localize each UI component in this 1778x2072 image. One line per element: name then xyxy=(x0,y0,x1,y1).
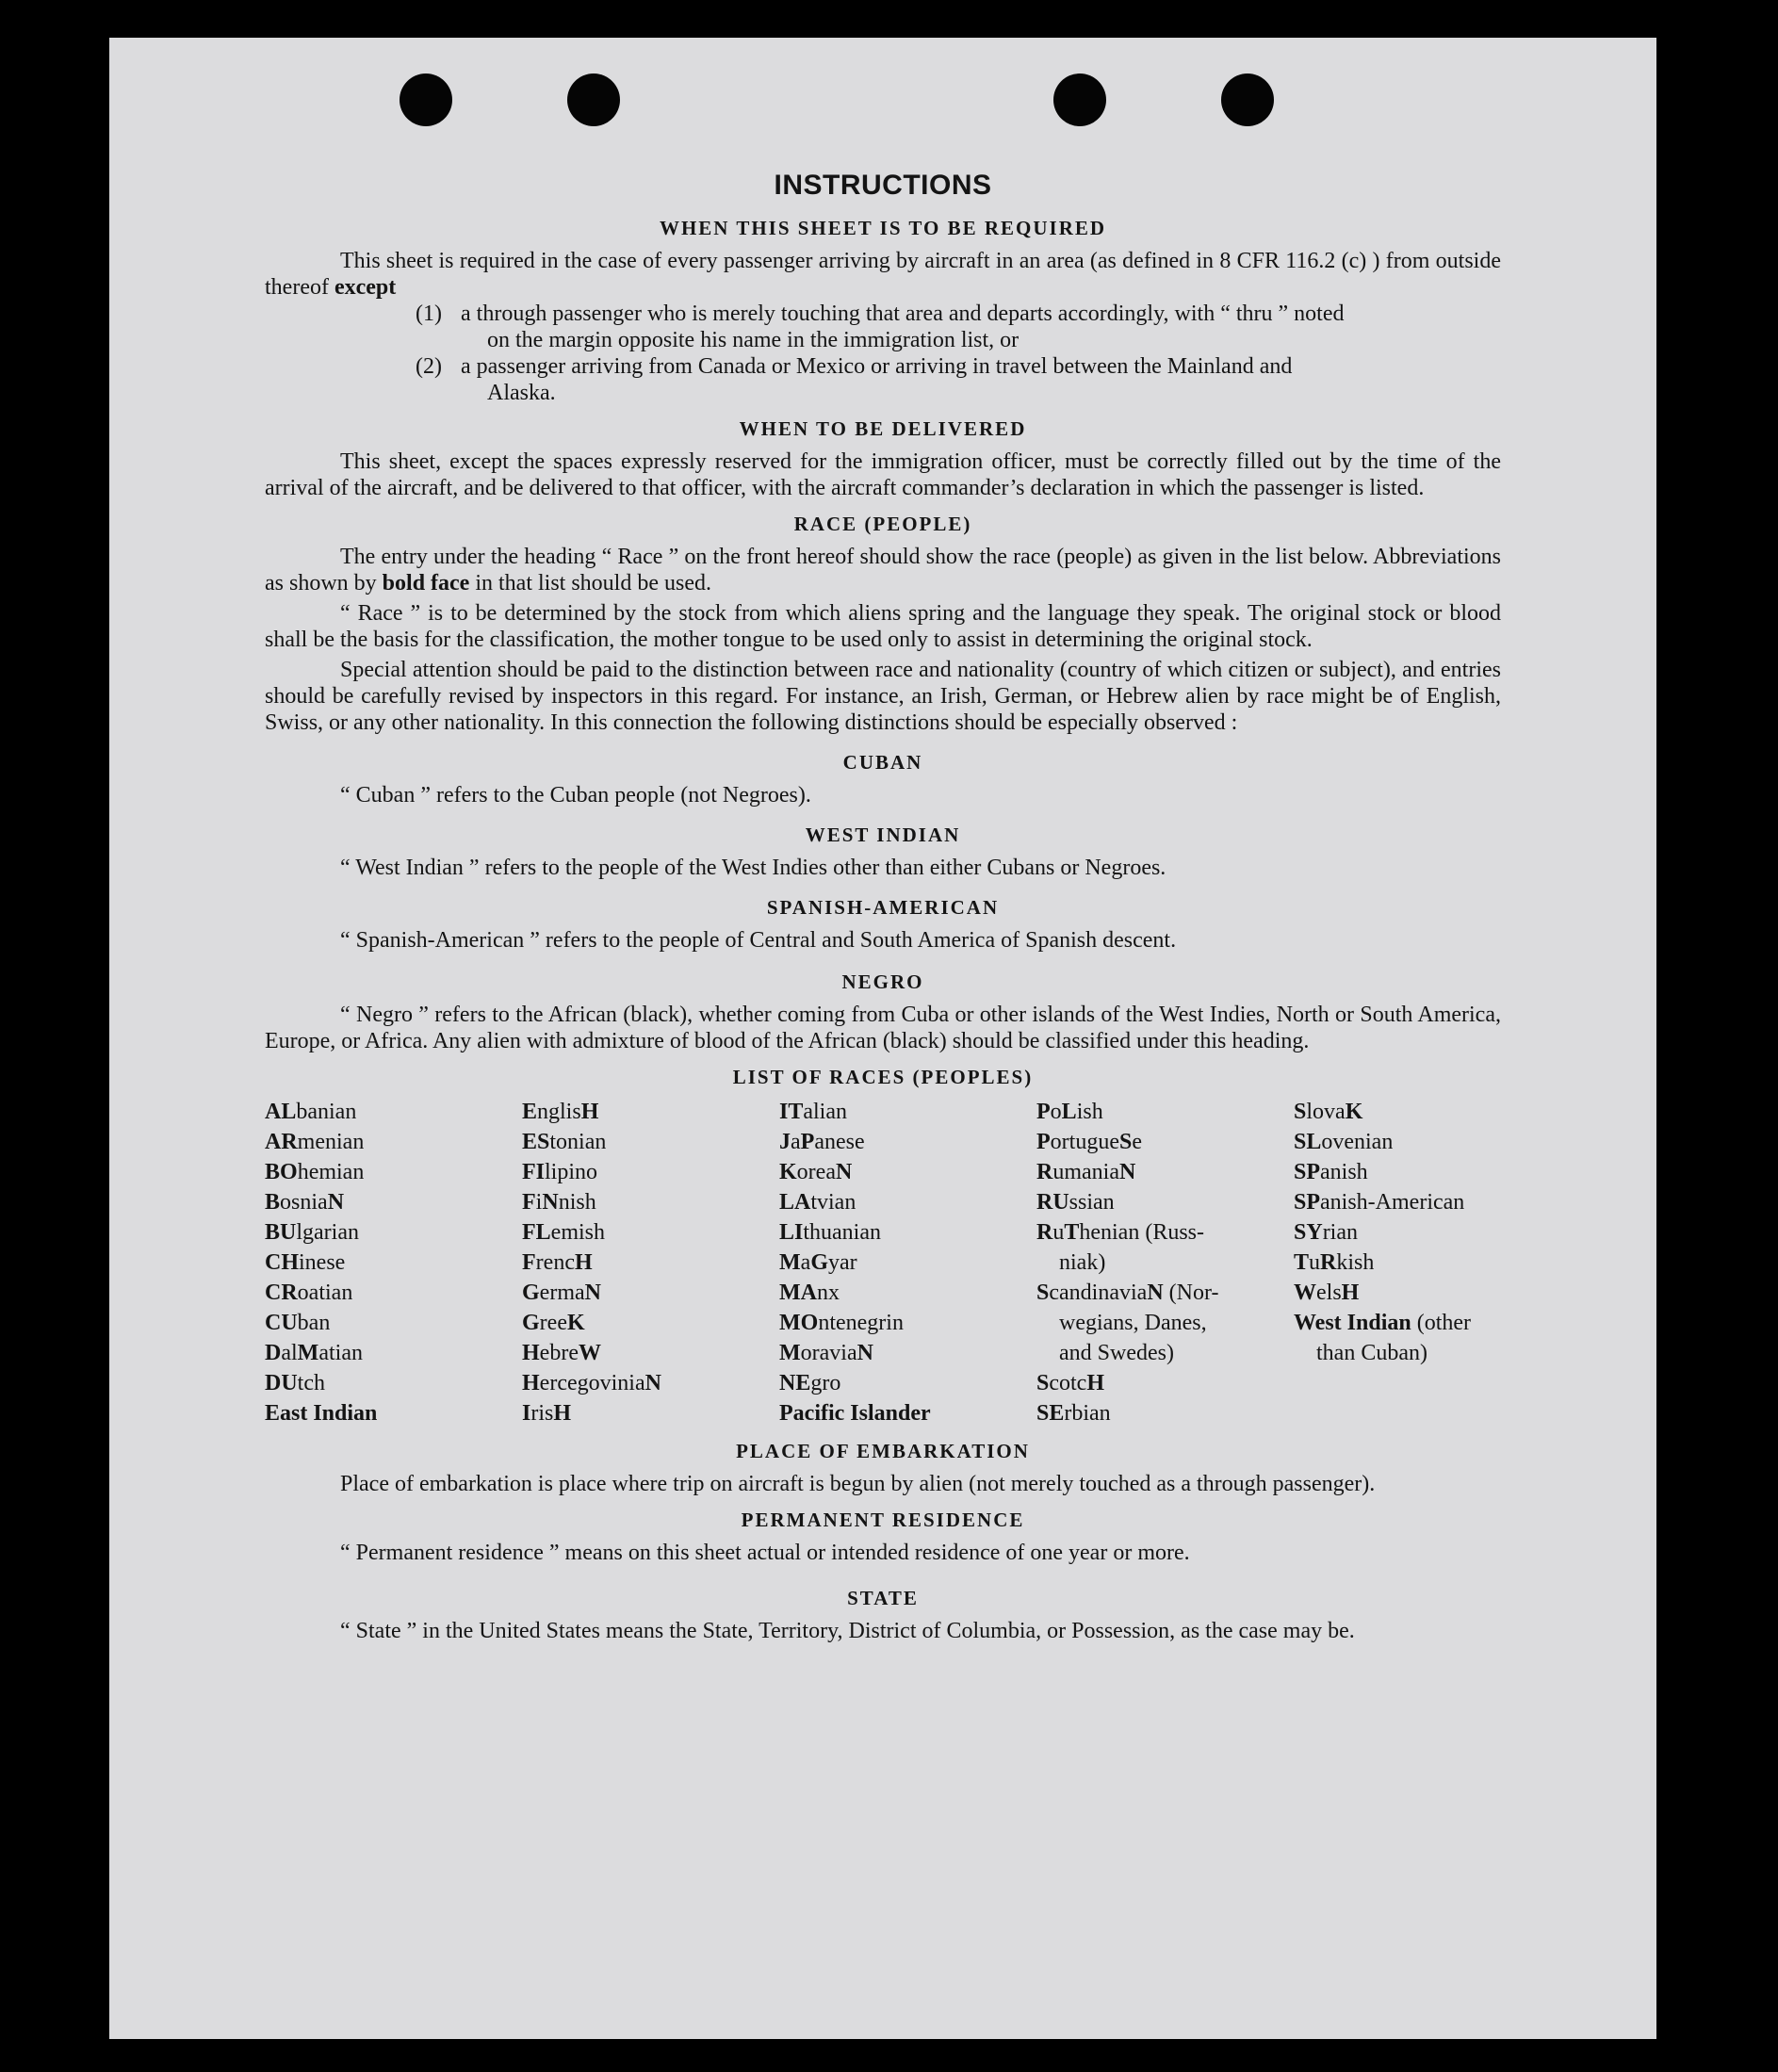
race-paragraph-text: The entry under the heading “ Race ” on the front hereof should show the race (people) as given in the list below. Abbreviations as shown by xyxy=(265,545,1501,595)
race-entry xyxy=(522,1217,779,1248)
race-name-text: oravia xyxy=(800,1341,857,1365)
race-abbrev: P xyxy=(1036,1100,1051,1124)
exception-text xyxy=(461,353,1292,406)
race-abbrev: M xyxy=(779,1250,801,1275)
race-name-text: orea xyxy=(796,1160,836,1184)
race-name-text: al xyxy=(281,1341,298,1365)
race-abbrev: R xyxy=(1320,1250,1337,1275)
race-entry xyxy=(779,1338,1036,1368)
exception-text-line: on the margin opposite his name in the immigration list, or xyxy=(487,328,1019,352)
race-name-text: ovenian xyxy=(1321,1130,1394,1154)
race-entry xyxy=(779,1248,1036,1278)
race-name-text: gro xyxy=(810,1371,841,1395)
race-abbrev: NE xyxy=(779,1371,811,1395)
race-entry xyxy=(522,1248,779,1278)
punch-hole xyxy=(1053,73,1106,126)
race-name-text: cotc xyxy=(1049,1371,1087,1395)
section-heading-spanish-american: SPANISH-AMERICAN xyxy=(766,896,1000,919)
race-entry xyxy=(1036,1308,1294,1338)
punch-hole xyxy=(400,73,452,126)
race-abbrev: I xyxy=(522,1401,531,1426)
race-abbrev: H xyxy=(580,1100,599,1124)
race-abbrev: BU xyxy=(265,1220,297,1245)
race-name-text: umania xyxy=(1052,1160,1119,1184)
race-abbrev: L xyxy=(1061,1100,1077,1124)
race-name-text: and Swedes) xyxy=(1059,1341,1174,1365)
race-name-text: u xyxy=(1309,1250,1321,1275)
section-heading-embarkation: PLACE OF EMBARKATION xyxy=(736,1440,1030,1462)
race-entry xyxy=(265,1398,522,1428)
race-abbrev: SY xyxy=(1294,1220,1323,1245)
race-name-text: u xyxy=(1052,1220,1065,1245)
race-column xyxy=(1036,1097,1294,1428)
race-abbrev: H xyxy=(1086,1371,1105,1395)
race-abbrev: G xyxy=(522,1311,540,1335)
race-name-text: anish-American xyxy=(1320,1190,1465,1215)
race-name-text: rian xyxy=(1322,1220,1358,1245)
race-name-text: nx xyxy=(816,1281,840,1305)
race-entry xyxy=(265,1157,522,1187)
race-column xyxy=(1294,1097,1501,1428)
race-name-text: emish xyxy=(550,1220,605,1245)
race-column xyxy=(265,1097,522,1428)
race-entry xyxy=(265,1308,522,1338)
race-entry xyxy=(1036,1157,1294,1187)
race-abbrev: G xyxy=(810,1250,828,1275)
race-abbrev: AL xyxy=(265,1100,297,1124)
race-paragraph-text: in that list should be used. xyxy=(475,571,711,595)
race-name-text: nglis xyxy=(537,1100,581,1124)
race-name-text: a xyxy=(800,1250,811,1275)
spanish-american-text: “ Spanish-American ” refers to the people of Central and South America of Spanish descent. xyxy=(340,928,1177,953)
race-abbrev: SL xyxy=(1294,1130,1322,1154)
exception-text-line: a passenger arriving from Canada or Mexico or arriving in travel between the Mainland and xyxy=(461,354,1293,379)
race-name-text: tch xyxy=(297,1371,325,1395)
race-abbrev: N xyxy=(584,1281,601,1305)
race-abbrev: DU xyxy=(265,1371,298,1395)
race-entry xyxy=(1036,1217,1294,1248)
race-abbrev: H xyxy=(522,1371,540,1395)
race-name-text: thuanian xyxy=(803,1220,881,1245)
race-name-text: erma xyxy=(539,1281,585,1305)
race-entry xyxy=(1036,1248,1294,1278)
section-heading-state: STATE xyxy=(847,1587,919,1609)
race-abbrev: W xyxy=(1294,1281,1316,1305)
race-entry xyxy=(265,1278,522,1308)
exception-item xyxy=(416,301,1501,353)
race-abbrev: B xyxy=(265,1190,281,1215)
race-name-text: wegians, Danes, xyxy=(1059,1311,1207,1335)
race-name-text: osnia xyxy=(280,1190,328,1215)
race-name-text: ree xyxy=(539,1311,567,1335)
race-name-text: ebre xyxy=(539,1341,579,1365)
section-heading-when-required: WHEN THIS SHEET IS TO BE REQUIRED xyxy=(659,217,1107,239)
page-title: INSTRUCTIONS xyxy=(774,170,992,201)
race-entry xyxy=(1294,1097,1501,1127)
race-abbrev: P xyxy=(800,1130,815,1154)
race-entry xyxy=(779,1308,1036,1338)
exception-number: (2) xyxy=(416,354,442,379)
section-heading-race: RACE (PEOPLE) xyxy=(793,513,972,535)
race-abbrev: K xyxy=(1345,1100,1363,1124)
race-abbrev: FL xyxy=(522,1220,551,1245)
race-abbrev: H xyxy=(522,1341,540,1365)
race-abbrev: RU xyxy=(1036,1190,1069,1215)
race-name-text: kish xyxy=(1336,1250,1375,1275)
race-entry xyxy=(779,1097,1036,1127)
when-required-intro-text: This sheet is required in the case of every passenger arriving by aircraft in an area (as defined in 8 CFR 116.2 (c) ) from outside thereof xyxy=(265,249,1501,300)
race-abbrev: LI xyxy=(779,1220,804,1245)
race-name-text: tonian xyxy=(549,1130,607,1154)
race-list xyxy=(265,1097,1501,1428)
race-abbrev: AR xyxy=(265,1130,298,1154)
race-entry xyxy=(1036,1368,1294,1398)
section-heading-negro: NEGRO xyxy=(841,971,924,993)
race-name-text: ish xyxy=(1076,1100,1103,1124)
race-entry xyxy=(1036,1338,1294,1368)
race-abbrev: CH xyxy=(265,1250,299,1275)
race-abbrev: Pacific Islander xyxy=(779,1401,931,1426)
race-name-text: i xyxy=(535,1190,543,1215)
race-entry xyxy=(1036,1278,1294,1308)
race-abbrev: K xyxy=(566,1311,585,1335)
when-delivered-text: This sheet, except the spaces expressly reserved for the immigration officer, must be correctly filled out by the time of the arrival of the aircraft, and be delivered to that officer, with the aircraft commander’s declaration in which the passenger is listed. xyxy=(265,449,1501,500)
race-entry xyxy=(1294,1278,1501,1308)
race-abbrev: CU xyxy=(265,1311,298,1335)
race-abbrev: SP xyxy=(1294,1190,1321,1215)
race-entry xyxy=(265,1187,522,1217)
race-name-text: ssian xyxy=(1068,1190,1115,1215)
race-abbrev: N xyxy=(856,1341,873,1365)
section-heading-cuban: CUBAN xyxy=(842,751,923,774)
race-abbrev: CR xyxy=(265,1281,298,1305)
race-abbrev: N xyxy=(327,1190,345,1215)
race-abbrev: D xyxy=(265,1341,282,1365)
race-entry xyxy=(1036,1097,1294,1127)
exception-text-line: a through passenger who is merely touching that area and departs accordingly, with “ thru ” noted xyxy=(461,302,1345,326)
race-entry xyxy=(265,1097,522,1127)
race-name-text: o xyxy=(1050,1100,1062,1124)
state-text: “ State ” in the United States means the State, Territory, District of Columbia, or Possession, as the case may be. xyxy=(340,1619,1355,1643)
race-entry xyxy=(522,1308,779,1338)
race-entry xyxy=(1294,1217,1501,1248)
race-name-text: lova xyxy=(1306,1100,1346,1124)
punch-hole xyxy=(567,73,620,126)
race-name-text: ntenegrin xyxy=(818,1311,904,1335)
race-name-text: candinavia xyxy=(1049,1281,1148,1305)
punch-hole xyxy=(1221,73,1274,126)
race-name-text: ercegovinia xyxy=(539,1371,645,1395)
race-entry xyxy=(779,1157,1036,1187)
race-name-text: lgarian xyxy=(296,1220,359,1245)
race-entry xyxy=(1036,1187,1294,1217)
race-paragraph xyxy=(265,544,1501,596)
race-paragraph: “ Race ” is to be determined by the stock from which aliens spring and the language they speak. The original stock or blood shall be the basis for the classification, the mother tongue to be used only to assist in determining the original stock. xyxy=(265,601,1501,652)
race-name-text: els xyxy=(1316,1281,1342,1305)
race-column xyxy=(522,1097,779,1428)
race-entry xyxy=(522,1097,779,1127)
race-entry xyxy=(779,1127,1036,1157)
race-abbrev: SP xyxy=(1294,1160,1321,1184)
race-entry xyxy=(265,1248,522,1278)
exception-number: (1) xyxy=(416,302,442,326)
race-entry xyxy=(522,1127,779,1157)
race-abbrev: FI xyxy=(522,1160,545,1184)
race-abbrev: N xyxy=(1118,1160,1136,1184)
race-entry xyxy=(265,1338,522,1368)
race-name-text: ban xyxy=(297,1311,331,1335)
race-abbrev: T xyxy=(1064,1220,1080,1245)
race-abbrev: F xyxy=(522,1250,536,1275)
race-abbrev: R xyxy=(1036,1220,1053,1245)
race-name-text: yar xyxy=(827,1250,857,1275)
race-abbrev: West Indian xyxy=(1294,1311,1411,1335)
race-abbrev: S xyxy=(1294,1100,1307,1124)
race-abbrev: H xyxy=(1341,1281,1360,1305)
race-abbrev: W xyxy=(578,1341,601,1365)
race-abbrev: N xyxy=(835,1160,853,1184)
race-name-text: lipino xyxy=(545,1160,598,1184)
race-name-text: anese xyxy=(814,1130,865,1154)
race-abbrev: N xyxy=(542,1190,559,1215)
race-abbrev: J xyxy=(779,1130,791,1154)
race-entry xyxy=(1294,1338,1501,1368)
race-abbrev: MO xyxy=(779,1311,819,1335)
race-abbrev: MA xyxy=(779,1281,817,1305)
section-heading-west-indian: WEST INDIAN xyxy=(805,824,961,846)
race-abbrev: K xyxy=(779,1160,797,1184)
race-abbrev: BO xyxy=(265,1160,298,1184)
race-abbrev: G xyxy=(522,1281,540,1305)
negro-text: “ Negro ” refers to the African (black), whether coming from Cuba or other islands of the West Indies, North or South America, Europe, or Africa. Any alien with admixture of blood of the African (black) should be classified under this heading. xyxy=(265,1003,1501,1053)
race-entry xyxy=(779,1398,1036,1428)
race-name-text: than Cuban) xyxy=(1316,1341,1427,1365)
race-entry xyxy=(779,1187,1036,1217)
race-abbrev: N xyxy=(1147,1281,1164,1305)
race-entry xyxy=(522,1157,779,1187)
race-name-text: (other xyxy=(1411,1311,1472,1335)
race-entry xyxy=(265,1368,522,1398)
race-name-text: ortugue xyxy=(1050,1130,1119,1154)
except-keyword: except xyxy=(334,275,397,300)
race-abbrev: SE xyxy=(1036,1401,1065,1426)
race-entry xyxy=(779,1278,1036,1308)
exception-item xyxy=(416,353,1501,406)
race-abbrev: ES xyxy=(522,1130,550,1154)
race-abbrev: S xyxy=(1036,1371,1050,1395)
residence-text: “ Permanent residence ” means on this sheet actual or intended residence of one year or more. xyxy=(340,1541,1190,1565)
bold-face-term: bold face xyxy=(382,571,470,595)
race-entry xyxy=(1294,1157,1501,1187)
race-entry xyxy=(779,1217,1036,1248)
race-name-text: atian xyxy=(318,1341,363,1365)
race-entry xyxy=(1294,1248,1501,1278)
exception-text-line: Alaska. xyxy=(487,381,556,405)
race-entry xyxy=(779,1368,1036,1398)
race-abbrev: N xyxy=(644,1371,661,1395)
race-name-text: oatian xyxy=(297,1281,353,1305)
section-heading-when-delivered: WHEN TO BE DELIVERED xyxy=(739,417,1027,440)
race-name-text: inese xyxy=(299,1250,346,1275)
race-abbrev: F xyxy=(522,1190,536,1215)
race-column xyxy=(779,1097,1036,1428)
race-abbrev: S xyxy=(1118,1130,1133,1154)
race-abbrev: M xyxy=(297,1341,319,1365)
race-name-text: renc xyxy=(535,1250,575,1275)
race-abbrev: East Indian xyxy=(265,1401,378,1426)
embarkation-text: Place of embarkation is place where trip on aircraft is begun by alien (not merely touched as a through passenger). xyxy=(340,1472,1376,1496)
race-abbrev: M xyxy=(779,1341,801,1365)
race-name-text: ris xyxy=(530,1401,554,1426)
race-name-text: henian (Russ- xyxy=(1079,1220,1205,1245)
race-entry xyxy=(1036,1127,1294,1157)
race-abbrev: P xyxy=(1036,1130,1051,1154)
section-heading-list-of-races: LIST OF RACES (PEOPLES) xyxy=(732,1066,1034,1088)
race-paragraph: Special attention should be paid to the distinction between race and nationality (country of which citizen or subject), and entries should be carefully revised by inspectors in this regard. For instance, an Irish, German, or Hebrew alien by race might be of English, Swiss, or any other nationality. In this connection the following distinctions should be especially observed : xyxy=(265,658,1501,735)
cuban-text: “ Cuban ” refers to the Cuban people (not Negroes). xyxy=(340,783,811,808)
race-entry xyxy=(522,1187,779,1217)
race-entry xyxy=(1294,1127,1501,1157)
race-entry xyxy=(522,1368,779,1398)
west-indian-text: “ West Indian ” refers to the people of the West Indies other than either Cubans or Negroes. xyxy=(340,856,1166,880)
race-abbrev: E xyxy=(522,1100,538,1124)
race-name-text: hemian xyxy=(297,1160,365,1184)
race-name-text: niak) xyxy=(1059,1250,1106,1275)
race-abbrev: H xyxy=(553,1401,572,1426)
race-name-text: menian xyxy=(297,1130,365,1154)
race-abbrev: R xyxy=(1036,1160,1053,1184)
instructions-content xyxy=(265,170,1501,1644)
race-entry xyxy=(265,1127,522,1157)
exception-list xyxy=(265,301,1501,406)
race-name-text: tvian xyxy=(810,1190,856,1215)
race-name-text: banian xyxy=(296,1100,357,1124)
race-entry xyxy=(1294,1187,1501,1217)
race-name-text: anish xyxy=(1320,1160,1368,1184)
race-entry xyxy=(522,1278,779,1308)
race-name-text: nish xyxy=(558,1190,596,1215)
race-abbrev: H xyxy=(574,1250,593,1275)
race-abbrev: IT xyxy=(779,1100,804,1124)
race-name-text: rbian xyxy=(1064,1401,1111,1426)
section-heading-residence: PERMANENT RESIDENCE xyxy=(741,1509,1025,1531)
race-entry xyxy=(265,1217,522,1248)
race-entry xyxy=(522,1398,779,1428)
race-name-text: (Nor- xyxy=(1163,1281,1219,1305)
race-name-text: alian xyxy=(803,1100,847,1124)
when-required-intro xyxy=(265,248,1501,301)
race-abbrev: S xyxy=(1036,1281,1050,1305)
race-entry xyxy=(1036,1398,1294,1428)
document-page xyxy=(109,38,1656,2039)
exception-text xyxy=(461,301,1344,353)
race-abbrev: LA xyxy=(779,1190,811,1215)
race-entry xyxy=(1294,1308,1501,1338)
race-name-text: a xyxy=(791,1130,801,1154)
race-abbrev: T xyxy=(1294,1250,1310,1275)
race-entry xyxy=(522,1338,779,1368)
race-name-text: e xyxy=(1132,1130,1142,1154)
